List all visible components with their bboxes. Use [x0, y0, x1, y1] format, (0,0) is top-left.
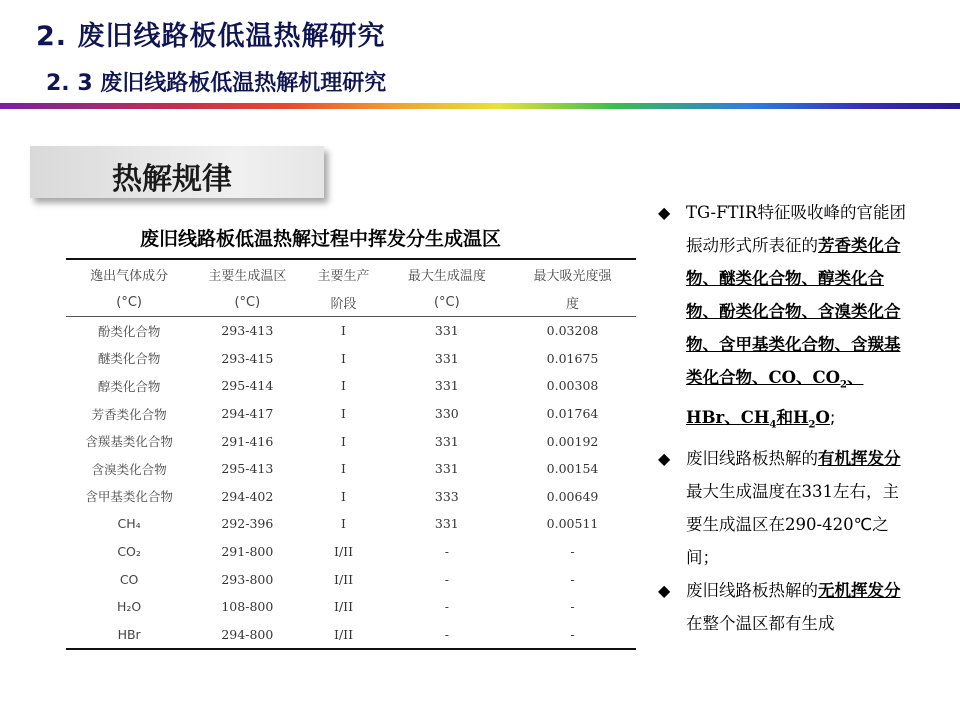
chem-h2o-sub: 2: [808, 419, 816, 431]
bullet-text: 特征吸收峰的官能团振动形式所表征的: [686, 203, 906, 255]
table-cell: 331: [434, 516, 459, 532]
table-cell: I: [341, 350, 346, 366]
table-cell: I: [341, 488, 346, 504]
chem-h2o-end: O: [815, 408, 830, 428]
table-row: [66, 400, 636, 428]
section-subtitle: 2. 3 废旧线路板低温热解机理研究: [46, 71, 387, 96]
table-cell: 108-800: [221, 599, 274, 615]
chem-ch4-main: CH: [740, 408, 770, 428]
bullet-item: [658, 442, 908, 574]
bullet-item: [658, 574, 908, 640]
table-title: 废旧线路板低温热解过程中挥发分生成温区: [140, 228, 502, 250]
table-cell: 0.00192: [546, 433, 599, 449]
table-cell: 含甲基类化合物: [85, 489, 173, 505]
table-row: [66, 538, 636, 566]
table-row: [66, 565, 636, 593]
table-row: [66, 317, 636, 345]
chem-co2-sub: 2: [840, 379, 847, 391]
header-cell: 主要生产: [317, 268, 370, 284]
table-cell: 0.03208: [546, 323, 599, 339]
table-row: [66, 510, 636, 538]
header-cell: (°C): [385, 288, 509, 317]
table-cell: CO₂: [117, 544, 141, 560]
chem-h2o: [792, 408, 830, 431]
table-header-row: [66, 259, 636, 288]
chem-co2: [812, 368, 847, 391]
bullet-text: ℃之间；: [686, 514, 889, 567]
table-cell: 295-413: [221, 461, 274, 477]
chem-hbr: HBr: [686, 408, 725, 428]
diamond-bullet-icon: ◆: [658, 580, 671, 600]
table-cell: I/II: [334, 571, 354, 587]
table-cell: 含溴类化合物: [91, 461, 167, 477]
chem-ch4: [740, 408, 777, 431]
table-cell: I: [341, 406, 346, 422]
table-cell: CO: [119, 571, 139, 587]
table-cell: I/II: [334, 626, 354, 642]
header-cell: 最大吸光度强: [533, 268, 612, 284]
diamond-bullet-icon: ◆: [658, 203, 671, 222]
table-cell: 331: [434, 378, 459, 394]
table-cell: 酚类化合物: [97, 323, 161, 339]
table-cell: -: [444, 626, 449, 642]
table-cell: 0.00649: [546, 488, 599, 504]
chem-ch4-sub: 4: [769, 419, 777, 431]
bullet-text: 在整个温区都有生成: [686, 613, 835, 633]
table-body: [66, 317, 636, 650]
table-cell: 333: [434, 488, 459, 504]
bullet-text: 左右，主要生成温区在: [686, 481, 899, 534]
table-cell: I: [341, 461, 346, 477]
rainbow-divider: [0, 103, 960, 109]
table-cell: 291-416: [221, 433, 274, 449]
table-cell: I: [341, 323, 346, 339]
table-cell: 含羰基类化合物: [85, 434, 173, 450]
header-cell: 阶段: [302, 288, 384, 317]
section-label: 热解规律: [112, 162, 232, 197]
table-cell: I: [341, 433, 346, 449]
table-cell: 0.01675: [546, 350, 599, 366]
volatile-temperature-table: [66, 258, 636, 650]
table-cell: CH₄: [117, 516, 141, 532]
header-cell: (°C): [192, 288, 302, 317]
table-cell: 醇类化合物: [97, 378, 161, 394]
table-cell: 294-800: [221, 626, 274, 642]
header-cell: 逸出气体成分: [90, 268, 169, 284]
bullet-text: 最大生成温度在: [686, 481, 802, 501]
header-cell: (°C): [66, 288, 192, 317]
table-cell: 0.00154: [546, 461, 599, 477]
header-cell: 主要生成温区: [208, 268, 287, 284]
table-row: [66, 593, 636, 621]
table-row: [66, 427, 636, 455]
bullet-end: ;: [829, 408, 836, 428]
table-cell: -: [444, 599, 449, 615]
header-cell: 度: [509, 288, 636, 317]
table-cell: I/II: [334, 599, 354, 615]
table-cell: 331: [434, 350, 459, 366]
table-cell: 331: [434, 433, 459, 449]
table-cell: 330: [434, 406, 459, 422]
table-cell: 0.00511: [546, 516, 599, 532]
table-cell: -: [444, 544, 449, 560]
bullet-sep: 、: [796, 368, 813, 387]
bullet-sep: 、: [724, 408, 741, 428]
table-cell: 291-800: [221, 544, 274, 560]
table-row: [66, 455, 636, 483]
bullet-bold-text: 无机挥发分: [818, 580, 901, 600]
bullet-text: TG-FTIR: [686, 203, 758, 222]
page-title: 2. 废旧线路板低温热解研究: [36, 21, 386, 52]
table-row: [66, 483, 636, 511]
bullet-bold-text: 芳香类化合物、醚类化合物、醇类化合物、酚类化合物、含溴类化合物、含甲基类化合物、含羰基类化合物、: [686, 236, 901, 387]
table-cell: 331: [434, 323, 459, 339]
diamond-bullet-icon: ◆: [658, 448, 671, 468]
table-cell: I/II: [334, 544, 354, 560]
table-cell: -: [570, 599, 575, 615]
table-cell: I: [341, 378, 346, 394]
table-cell: 293-800: [221, 571, 274, 587]
table-cell: -: [570, 544, 575, 560]
bullet-item: [658, 196, 908, 442]
section-label-box: [30, 146, 324, 198]
bullet-list: [658, 196, 908, 640]
table-cell: HBr: [117, 626, 141, 642]
bullet-and: 和: [776, 408, 793, 428]
table-cell: 芳香类化合物: [91, 406, 167, 422]
table-cell: 293-415: [221, 350, 274, 366]
table-cell: 0.01764: [546, 406, 599, 422]
table-cell: 293-413: [221, 323, 274, 339]
bullet-bold-text: 有机挥发分: [818, 448, 901, 468]
table-cell: -: [570, 626, 575, 642]
table-cell: -: [570, 571, 575, 587]
table-cell: -: [444, 571, 449, 587]
table-cell: 294-402: [221, 488, 274, 504]
table-cell: 醚类化合物: [97, 351, 161, 367]
bullet-number: 290-420: [785, 514, 854, 534]
bullet-text: 废旧线路板热解的: [686, 448, 818, 468]
bullet-text: 废旧线路板热解的: [686, 580, 818, 600]
table-cell: 294-417: [221, 406, 274, 422]
chem-co: CO: [768, 368, 797, 387]
table-row: [66, 345, 636, 373]
bullet-sep: 、: [847, 368, 864, 387]
table-cell: 295-414: [221, 378, 274, 394]
table-row: [66, 372, 636, 400]
header-cell: 最大生成温度: [407, 268, 486, 284]
table-cell: H₂O: [117, 599, 142, 615]
table-cell: 331: [434, 461, 459, 477]
table-header-row: [66, 288, 636, 317]
bullet-number: 331: [801, 481, 833, 501]
table-cell: 0.00308: [546, 378, 599, 394]
table-cell: I: [341, 516, 346, 532]
table-row: [66, 621, 636, 650]
chem-co2-main: CO: [812, 368, 841, 387]
table-cell: 292-396: [221, 516, 274, 532]
chem-h2o-main: H: [792, 408, 809, 428]
